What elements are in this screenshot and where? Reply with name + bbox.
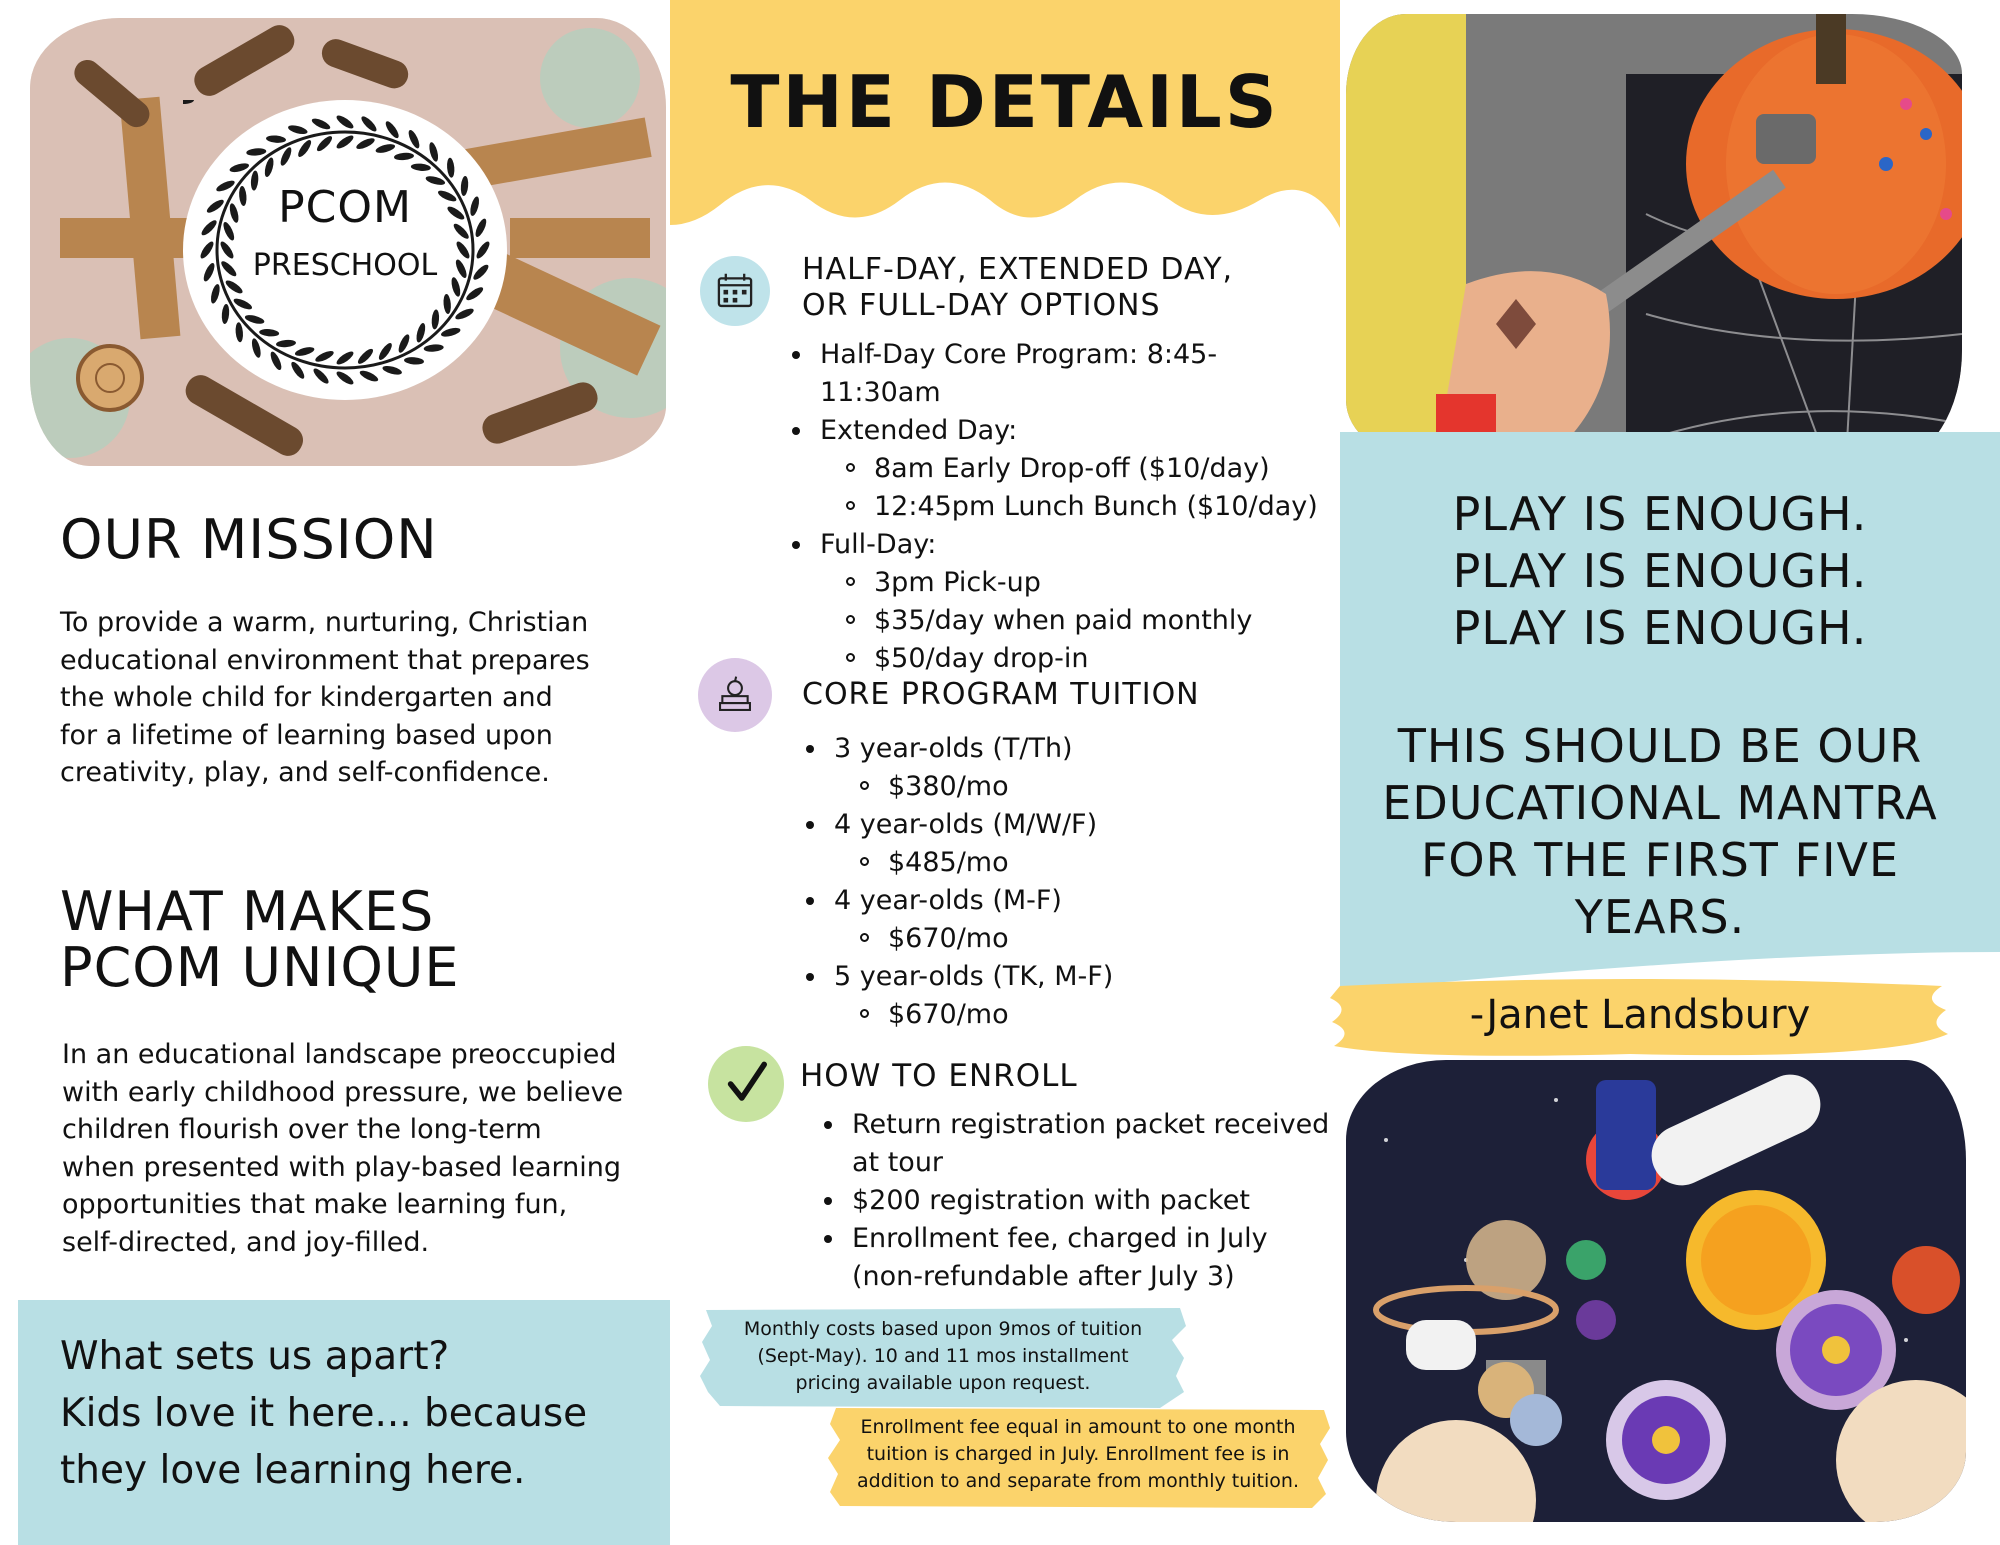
- enroll-line: Enrollment fee, charged in July: [852, 1223, 1268, 1254]
- enroll-line: at tour: [852, 1147, 944, 1178]
- laurel-leaf: [440, 326, 461, 338]
- laurel-leaf: [375, 142, 396, 154]
- enroll-heading: HOW TO ENROLL: [800, 1058, 1078, 1094]
- list-item: [800, 730, 1320, 806]
- laurel-leaf: [411, 163, 432, 172]
- enroll-line: $200 registration with packet: [852, 1185, 1250, 1216]
- laurel-leaf: [221, 304, 230, 325]
- unique-line: In an educational landscape preoccupied: [62, 1039, 617, 1070]
- mission-line: creativity, play, and self-confidence.: [60, 757, 550, 788]
- apart-line: they love learning here.: [60, 1448, 526, 1493]
- options-heading-line: HALF-DAY, EXTENDED DAY,: [802, 252, 1234, 287]
- laurel-leaf: [294, 345, 315, 357]
- sub-list-item: 12:45pm Lunch Bunch ($10/day): [838, 488, 1326, 526]
- list-item: [818, 1220, 1338, 1296]
- enroll-line: (non-refundable after July 3): [852, 1261, 1235, 1292]
- unique-line: when presented with play-based learning: [62, 1151, 621, 1183]
- unique-line: with early childhood pressure, we believe: [62, 1076, 624, 1108]
- apart-box: [18, 1300, 670, 1545]
- play-line: PLAY IS ENOUGH.: [1452, 487, 1868, 541]
- laurel-leaf: [335, 349, 356, 366]
- mission-line: for a lifetime of learning based upon: [60, 719, 553, 751]
- mission-heading: OUR MISSION: [60, 508, 438, 571]
- enroll-line: Return registration packet received: [852, 1109, 1330, 1140]
- apple-books-icon: [698, 658, 772, 732]
- list-item: [786, 336, 1326, 412]
- laurel-leaf: [356, 347, 375, 366]
- unique-heading-line: PCOM UNIQUE: [60, 936, 460, 999]
- list-item: [818, 1182, 1338, 1220]
- laurel-leaf: [335, 113, 356, 130]
- laurel-leaf: [394, 152, 415, 161]
- laurel-leaf: [335, 369, 356, 386]
- laurel-leaf: [250, 337, 262, 358]
- laurel-leaf: [244, 313, 265, 325]
- tuition-label: 4 year-olds (M/W/F): [834, 809, 1098, 840]
- laurel-leaf: [404, 356, 425, 365]
- logo-text-preschool: PRESCHOOL: [252, 248, 438, 283]
- laurel-leaf: [423, 344, 444, 353]
- laurel-leaf: [235, 322, 244, 343]
- tuition-heading: CORE PROGRAM TUITION: [802, 677, 1200, 712]
- option-label: Full-Day:: [820, 529, 937, 560]
- options-heading-line: OR FULL-DAY OPTIONS: [802, 288, 1161, 323]
- enroll-list: [818, 1106, 1338, 1296]
- tuition-price: $380/mo: [852, 768, 1320, 806]
- play-quote: [1340, 486, 1980, 657]
- list-item: [786, 526, 1326, 678]
- list-item: [800, 882, 1320, 958]
- mission-text: [60, 604, 620, 792]
- laurel-leaf: [446, 157, 455, 178]
- list-item: [786, 412, 1326, 526]
- laurel-leaf: [359, 114, 378, 133]
- laurel-leaf: [246, 147, 267, 156]
- laurel-leaf: [431, 309, 440, 330]
- option-label: Extended Day:: [820, 415, 1018, 446]
- tuition-price: $670/mo: [852, 996, 1320, 1034]
- options-list: [786, 336, 1326, 678]
- note2-line: tuition is charged in July. Enrollment fee is in: [866, 1443, 1290, 1465]
- laurel-leaf: [382, 364, 403, 376]
- space-photo: [1346, 1060, 1966, 1522]
- list-item: [818, 1106, 1338, 1182]
- mantra-line: FOR THE FIRST FIVE: [1420, 833, 1900, 887]
- laurel-leaf: [287, 124, 308, 136]
- note2-line: addition to and separate from monthly tuition.: [857, 1470, 1299, 1492]
- laurel-leaf: [266, 135, 287, 144]
- note1: [704, 1316, 1182, 1397]
- calendar-icon: [700, 256, 770, 326]
- sub-list-item: 3pm Pick-up: [838, 564, 1326, 602]
- unique-heading: [60, 880, 460, 999]
- laurel-leaf: [314, 349, 335, 364]
- laurel-leaf: [310, 116, 331, 131]
- unique-line: opportunities that make learning fun,: [62, 1189, 568, 1220]
- note1-line: pricing available upon request.: [795, 1372, 1091, 1394]
- laurel-leaf: [315, 134, 334, 153]
- sub-list-item: $35/day when paid monthly: [838, 602, 1326, 640]
- laurel-leaf: [443, 294, 452, 315]
- play-line: PLAY IS ENOUGH.: [1452, 601, 1868, 655]
- unique-line: children flourish over the long-term: [62, 1114, 542, 1145]
- laurel-leaf: [229, 162, 250, 174]
- laurel-leaf: [263, 157, 275, 178]
- laurel-leaf: [276, 339, 297, 348]
- laurel-leaf: [428, 141, 440, 162]
- note1-line: (Sept-May). 10 and 11 mos installment: [757, 1345, 1129, 1367]
- list-item: [800, 806, 1320, 882]
- mission-line: To provide a warm, nurturing, Christian: [60, 607, 589, 638]
- logo-text-pcom: PCOM: [278, 182, 412, 233]
- apart-line: What sets us apart?: [60, 1334, 450, 1379]
- note2: [830, 1414, 1326, 1495]
- apart-line: Kids love it here... because: [60, 1391, 588, 1436]
- sub-list-item: $50/day drop-in: [838, 640, 1326, 678]
- note2-line: Enrollment fee equal in amount to one month: [860, 1416, 1296, 1438]
- tuition-label: 5 year-olds (TK, M-F): [834, 961, 1114, 992]
- mission-line: educational environment that prepares: [60, 644, 590, 676]
- mantra-quote: [1340, 718, 1980, 946]
- laurel-leaf: [259, 328, 280, 337]
- laurel-leaf: [415, 322, 427, 343]
- pumpkin-photo: [1346, 14, 1962, 460]
- quote-author: -Janet Landsbury: [1469, 992, 1811, 1038]
- laurel-leaf: [311, 366, 330, 385]
- note1-line: Monthly costs based upon 9mos of tuition: [743, 1318, 1143, 1340]
- tuition-price: $670/mo: [852, 920, 1320, 958]
- laurel-leaf: [209, 283, 221, 304]
- tuition-price: $485/mo: [852, 844, 1320, 882]
- tuition-label: 3 year-olds (T/Th): [834, 733, 1073, 764]
- option-label: Half-Day Core Program: 8:45-11:30am: [820, 339, 1218, 408]
- play-line: PLAY IS ENOUGH.: [1452, 544, 1868, 598]
- unique-line: self-directed, and joy-filled.: [62, 1226, 430, 1258]
- checkmark-icon: [708, 1046, 784, 1122]
- details-title: THE DETAILS: [730, 60, 1280, 144]
- options-heading: [802, 252, 1233, 324]
- tuition-label: 4 year-olds (M-F): [834, 885, 1062, 916]
- sub-list-item: 8am Early Drop-off ($10/day): [838, 450, 1326, 488]
- unique-text: [62, 1036, 652, 1261]
- laurel-leaf: [355, 136, 376, 151]
- unique-heading-line: WHAT MAKES: [60, 880, 435, 943]
- mantra-line: EDUCATIONAL MANTRA: [1382, 776, 1938, 830]
- mantra-line: YEARS.: [1574, 890, 1746, 944]
- tuition-list: [800, 730, 1320, 1034]
- mission-line: the whole child for kindergarten and: [60, 682, 553, 713]
- laurel-leaf: [358, 369, 379, 384]
- mantra-line: THIS SHOULD BE OUR: [1397, 719, 1923, 773]
- list-item: [800, 958, 1320, 1034]
- logo-badge: [183, 100, 507, 400]
- laurel-leaf: [335, 133, 356, 150]
